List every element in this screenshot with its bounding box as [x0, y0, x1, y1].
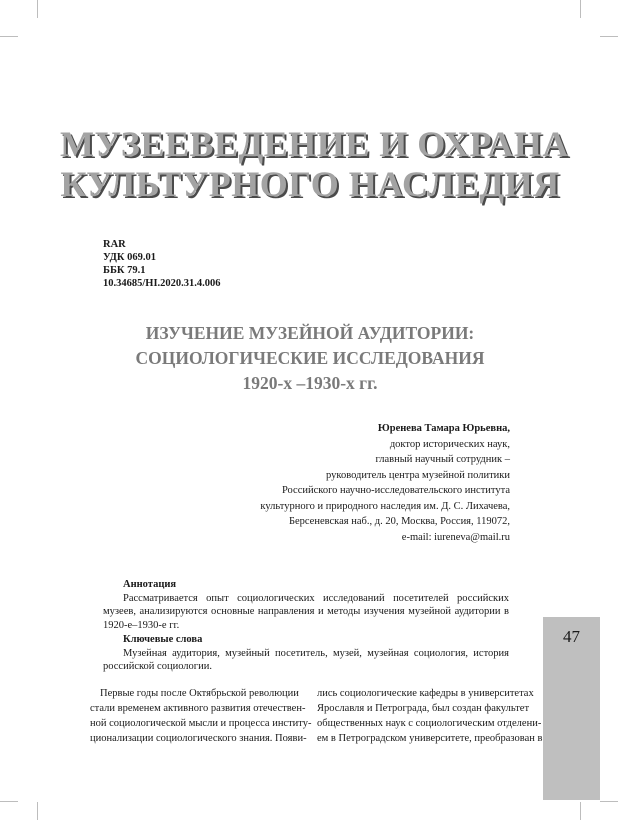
page-number: 47 — [563, 627, 580, 646]
doi: 10.34685/HI.2020.31.4.006 — [103, 278, 221, 289]
body-line: общественных наук с социологическим отделени- — [317, 718, 542, 729]
bbk-code: ББК 79.1 — [103, 265, 146, 276]
abstract-heading: Аннотация — [123, 579, 177, 590]
crop-mark — [600, 801, 618, 802]
author-email: e-mail: iureneva@mail.ru — [401, 531, 510, 543]
language-code: RAR — [103, 239, 126, 250]
abstract-block — [103, 578, 509, 675]
article-title-line: ИЗУЧЕНИЕ МУЗЕЙНОЙ АУДИТОРИИ: — [145, 323, 475, 343]
author-line: Берсеневская наб., д. 20, Москва, Россия, 119072, — [288, 516, 510, 527]
crop-mark — [580, 0, 581, 18]
author-name: Юренева Тамара Юрьевна, — [377, 423, 510, 434]
crop-mark — [37, 0, 38, 18]
section-title-line: КУЛЬТУРНОГО НАСЛЕДИЯ — [60, 164, 560, 204]
author-line: Российского научно-исследовательского института — [281, 485, 510, 496]
crop-mark — [0, 801, 18, 802]
body-line: ем в Петроградском университете, преобразован в — [317, 733, 543, 744]
page-number-tab — [543, 617, 600, 800]
body-line: Ярославля и Петрограда, был создан факультет — [317, 703, 530, 714]
body-column-left — [90, 686, 312, 746]
body-line: ной социологической мысли и процесса институ- — [90, 718, 312, 729]
body-line: Первые годы после Октябрьской революции — [100, 688, 299, 699]
keywords-text: Музейная аудитория, музейный посетитель, музей, музейная социология, история российской социологии. — [103, 647, 509, 672]
author-block — [170, 421, 510, 545]
crop-mark — [0, 36, 18, 37]
body-line: ционализации социологического знания. Появи- — [90, 733, 307, 744]
body-line: лись социологические кафедры в университетах — [317, 688, 534, 699]
crop-mark — [600, 36, 618, 37]
article-title-line: СОЦИОЛОГИЧЕСКИЕ ИССЛЕДОВАНИЯ — [135, 348, 485, 368]
section-title-line: МУЗЕЕВЕДЕНИЕ И ОХРАНА — [60, 124, 569, 164]
abstract-text: Рассматривается опыт социологических исследований посетителей российских музеев, анализируются основные направления и методы изучения музейной аудитории в 1920-е–1930-е гг. — [103, 592, 509, 631]
author-line: главный научный сотрудник – — [375, 454, 510, 465]
keywords-heading: Ключевые слова — [123, 634, 203, 645]
udk-code: УДК 069.01 — [103, 252, 156, 263]
crop-mark — [37, 802, 38, 820]
body-column-right — [317, 686, 543, 746]
crop-mark — [580, 802, 581, 820]
author-line: руководитель центра музейной политики — [326, 469, 510, 481]
author-line: доктор исторических наук, — [389, 438, 510, 450]
article-title — [90, 321, 530, 396]
article-title-line: 1920-х –1930-х гг. — [242, 373, 378, 393]
body-line: стали временем активного развития отечествен- — [90, 703, 306, 714]
article-meta — [103, 238, 221, 290]
section-title — [60, 124, 569, 204]
author-line: культурного и природного наследия им. Д. С. Лихачева, — [260, 500, 510, 512]
